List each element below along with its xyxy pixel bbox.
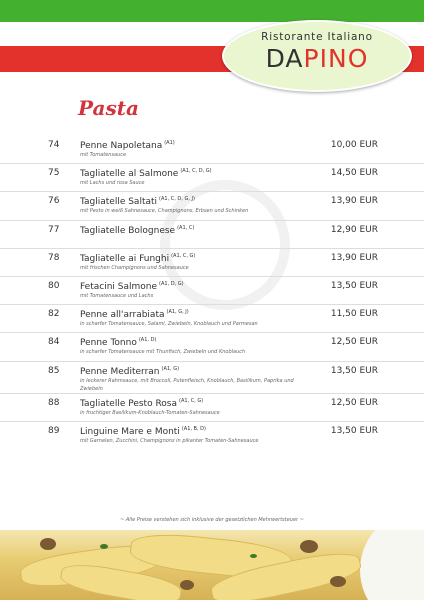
item-name: Tagliatelle al Salmone $^{(A1, C, D, G)}$: [80, 168, 212, 180]
item-allergens: (A1, G): [161, 365, 180, 372]
item-description: in fruchtiger Basilikum-Knoblauch-Tomaten-Sahnesauce: [80, 409, 220, 416]
item-name: Penne all'arrabiata $^{(A1, G, J)}$: [80, 309, 189, 321]
item-name: Linguine Mare e Monti $^{(A1, B, D)}$: [80, 425, 206, 437]
menu-item: [0, 422, 424, 449]
item-name: Tagliatelle ai Funghi $^{(A1, C, G)}$: [80, 252, 196, 264]
menu-item: [0, 192, 424, 220]
item-allergens: (A1, C, D, G): [180, 168, 212, 175]
item-allergens: (A1, C): [177, 224, 195, 231]
item-allergens: (A1, G, J): [166, 309, 189, 316]
item-price: 13,50 EUR: [330, 365, 378, 376]
item-allergens: (A1, D, G): [159, 280, 184, 287]
logo-name: [224, 44, 410, 73]
menu-item: [0, 305, 424, 333]
item-price: 13,50 EUR: [330, 425, 378, 436]
herb-shape: [250, 554, 257, 558]
item-description: in scharfer Tomatensauce mit Thunfisch, Zwiebeln und Knoblauch: [80, 349, 246, 356]
item-number: 89: [48, 425, 60, 436]
item-allergens: (A1, C, D, G, J): [159, 196, 195, 203]
mushroom-shape: [40, 538, 56, 550]
flag-stripe-green: [0, 0, 424, 22]
item-name: Penne Napoletana $^{(A1)}$: [80, 140, 175, 151]
price-footnote: ~ Alle Preise verstehen sich inklusive der gesetzlichen Mehrwertsteuer ~: [120, 517, 304, 523]
herb-shape: [100, 544, 108, 549]
item-price: 14,50 EUR: [330, 168, 378, 179]
mushroom-shape: [180, 580, 194, 590]
section-title: Pasta: [78, 96, 139, 120]
item-price: 13,50 EUR: [330, 280, 378, 291]
logo-tagline: Ristorante Italiano: [261, 31, 373, 43]
item-allergens: (A1, C, G): [171, 252, 196, 259]
item-number: 84: [48, 337, 60, 348]
item-number: 76: [48, 196, 60, 207]
menu-item: [0, 394, 424, 422]
item-description: mit Pesto in weiß Sahnesauce, Champignons, Erbsen und Schinken: [80, 208, 249, 215]
item-number: 75: [48, 168, 60, 179]
plate-shape: [360, 530, 424, 600]
menu-item: [0, 221, 424, 249]
item-name: Tagliatelle Pesto Rosa $^{(A1, C, G)}$: [80, 397, 204, 409]
item-allergens: (A1): [164, 140, 175, 146]
item-allergens: (A1, D): [138, 337, 157, 344]
item-number: 88: [48, 397, 60, 408]
mushroom-shape: [330, 576, 346, 587]
item-number: 74: [48, 140, 60, 150]
item-number: 85: [48, 365, 60, 376]
item-name: Tagliatelle Saltati $^{(A1, C, D, G, J)}$: [80, 196, 195, 208]
menu-item: [0, 249, 424, 277]
item-number: 77: [48, 224, 60, 235]
item-allergens: (A1, C, G): [179, 397, 204, 404]
mushroom-shape: [300, 540, 318, 553]
item-price: 10,00 EUR: [330, 140, 378, 150]
item-number: 80: [48, 280, 60, 291]
item-name: Penne Tonno $^{(A1, D)}$: [80, 337, 157, 349]
item-number: 82: [48, 309, 60, 320]
logo-name-part1: DA: [265, 44, 304, 73]
item-description: mit Tomatensauce und Lachs: [80, 292, 154, 299]
item-name: Fetacini Salmone $^{(A1, D, G)}$: [80, 280, 184, 292]
menu-item: [0, 362, 424, 394]
item-description: mit frischen Champignons und Sahnesauce: [80, 264, 189, 271]
item-description: in leckerer Rahmsauce, mit Broccoli, Putenfleisch, Knoblauch, Basilikum, Paprika und Zwiebeln: [80, 377, 294, 392]
logo-name-part2: PINO: [303, 44, 369, 73]
item-price: 11,50 EUR: [330, 309, 378, 320]
menu-item: [0, 333, 424, 361]
item-description: mit Tomatensauce: [80, 152, 127, 158]
item-allergens: (A1, B, D): [181, 425, 206, 432]
item-description: mit Garnelen, Zucchini, Champignons in pikanter Tomaten-Sahnesauce: [80, 437, 259, 444]
item-price: 12,90 EUR: [330, 224, 378, 235]
item-description: in scharfer Tomatensauce, Salami, Zwiebeln, Knoblauch und Parmesan: [80, 321, 258, 328]
item-price: 13,90 EUR: [330, 252, 378, 263]
menu-item: [0, 277, 424, 305]
item-price: 12,50 EUR: [330, 397, 378, 408]
item-name: Tagliatelle Bolognese $^{(A1, C)}$: [80, 224, 195, 236]
item-name: Penne Mediterran $^{(A1, G)}$: [80, 365, 180, 377]
item-number: 78: [48, 252, 60, 263]
item-description: mit Lachs und rosa Sauce: [80, 180, 145, 187]
menu-item: [0, 136, 424, 164]
pasta-photo: [0, 530, 424, 600]
menu-list: [0, 136, 424, 449]
item-price: 13,90 EUR: [330, 196, 378, 207]
menu-item: [0, 164, 424, 192]
restaurant-logo: [222, 20, 412, 92]
item-price: 12,50 EUR: [330, 337, 378, 348]
